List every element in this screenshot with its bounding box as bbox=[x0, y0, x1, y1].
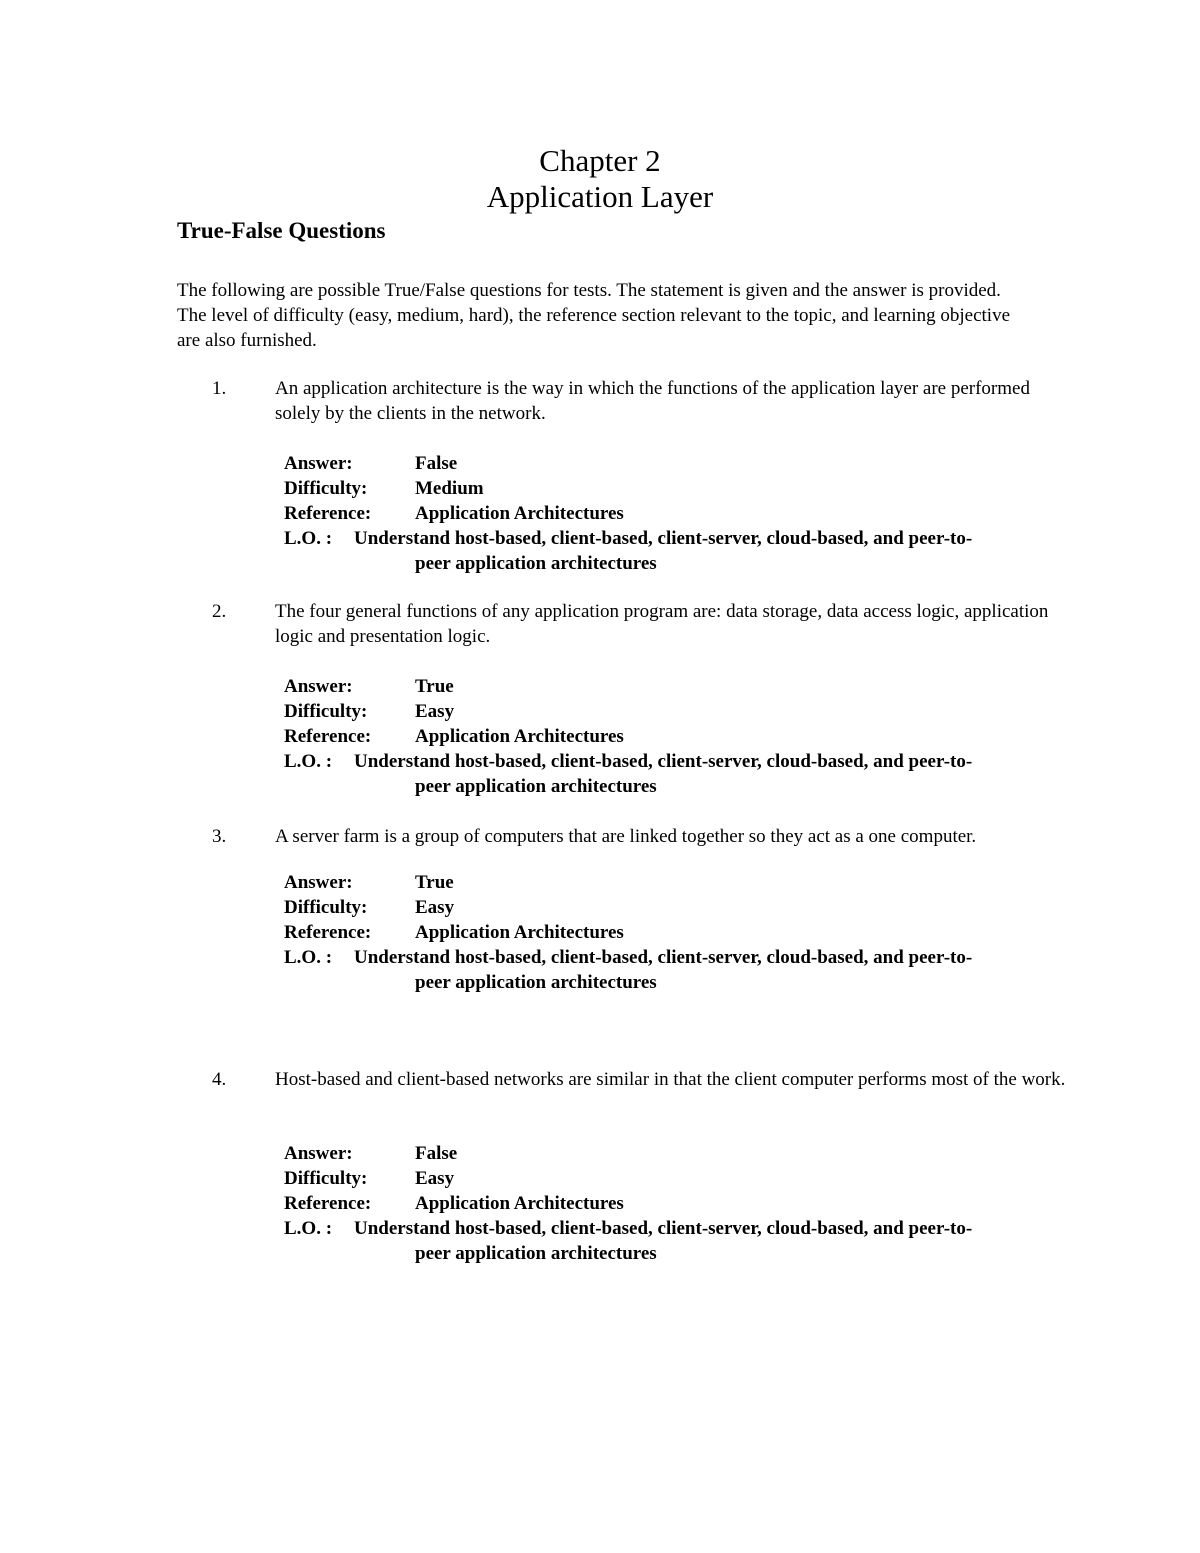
question-number: 4. bbox=[212, 1069, 227, 1090]
reference-row bbox=[284, 501, 1084, 526]
reference-label: Reference: bbox=[284, 503, 372, 524]
lo-row bbox=[284, 749, 1084, 799]
reference-label: Reference: bbox=[284, 1193, 372, 1214]
reference-label: Reference: bbox=[284, 726, 372, 747]
lo-value-line2: peer application architectures bbox=[415, 776, 657, 797]
answer-value: True bbox=[415, 872, 454, 893]
answer-row bbox=[284, 870, 1084, 895]
question-meta bbox=[284, 870, 1084, 995]
chapter-number: Chapter 2 bbox=[539, 143, 661, 178]
difficulty-value: Easy bbox=[415, 897, 455, 918]
answer-label: Answer: bbox=[284, 676, 353, 697]
lo-label: L.O. : bbox=[284, 1218, 333, 1239]
reference-value: Application Architectures bbox=[415, 922, 624, 943]
difficulty-label: Difficulty: bbox=[284, 701, 368, 722]
lo-value-line1: Understand host-based, client-based, client-server, cloud-based, and peer-to- bbox=[354, 947, 973, 968]
difficulty-label: Difficulty: bbox=[284, 478, 368, 499]
chapter-title: Application Layer bbox=[486, 179, 714, 214]
question-text: The four general functions of any application program are: data storage, data access logic, application logic and presentation logic. bbox=[275, 601, 1049, 647]
reference-row bbox=[284, 1191, 1084, 1216]
question-text: An application architecture is the way in which the functions of the application layer are performed solely by the clients in the network. bbox=[275, 378, 1030, 424]
reference-value: Application Architectures bbox=[415, 726, 624, 747]
lo-label: L.O. : bbox=[284, 947, 333, 968]
answer-row bbox=[284, 1141, 1084, 1166]
answer-row bbox=[284, 674, 1084, 699]
answer-label: Answer: bbox=[284, 1143, 353, 1164]
lo-row bbox=[284, 945, 1084, 995]
lo-label: L.O. : bbox=[284, 751, 333, 772]
difficulty-label: Difficulty: bbox=[284, 897, 368, 918]
answer-value: False bbox=[415, 453, 458, 474]
question-number: 3. bbox=[212, 826, 227, 847]
difficulty-row bbox=[284, 895, 1084, 920]
answer-label: Answer: bbox=[284, 453, 353, 474]
question-meta bbox=[284, 451, 1084, 576]
difficulty-value: Easy bbox=[415, 701, 455, 722]
difficulty-value: Medium bbox=[415, 478, 484, 499]
difficulty-row bbox=[284, 699, 1084, 724]
lo-value-line1: Understand host-based, client-based, client-server, cloud-based, and peer-to- bbox=[354, 528, 973, 549]
question-meta bbox=[284, 674, 1084, 799]
difficulty-row bbox=[284, 1166, 1084, 1191]
reference-row bbox=[284, 920, 1084, 945]
difficulty-value: Easy bbox=[415, 1168, 455, 1189]
lo-label: L.O. : bbox=[284, 528, 333, 549]
reference-value: Application Architectures bbox=[415, 1193, 624, 1214]
answer-label: Answer: bbox=[284, 872, 353, 893]
lo-row bbox=[284, 526, 1084, 576]
intro-paragraph: The following are possible True/False questions for tests. The statement is given and the answer is provided. The level of difficulty (easy, medium, hard), the reference section relevant to the topic, and learning objective are also furnished. bbox=[177, 280, 1011, 351]
lo-value-line1: Understand host-based, client-based, client-server, cloud-based, and peer-to- bbox=[354, 1218, 973, 1239]
lo-value-line2: peer application architectures bbox=[415, 1243, 657, 1264]
question-text: A server farm is a group of computers that are linked together so they act as a one computer. bbox=[275, 826, 977, 847]
answer-value: False bbox=[415, 1143, 458, 1164]
lo-value-line2: peer application architectures bbox=[415, 553, 657, 574]
answer-row bbox=[284, 451, 1084, 476]
question-meta bbox=[284, 1141, 1084, 1266]
difficulty-row bbox=[284, 476, 1084, 501]
question-number: 2. bbox=[212, 601, 227, 622]
lo-row bbox=[284, 1216, 1084, 1266]
reference-value: Application Architectures bbox=[415, 503, 624, 524]
reference-row bbox=[284, 724, 1084, 749]
lo-value-line2: peer application architectures bbox=[415, 972, 657, 993]
answer-value: True bbox=[415, 676, 454, 697]
question-number: 1. bbox=[212, 378, 227, 399]
lo-value-line1: Understand host-based, client-based, client-server, cloud-based, and peer-to- bbox=[354, 751, 973, 772]
reference-label: Reference: bbox=[284, 922, 372, 943]
difficulty-label: Difficulty: bbox=[284, 1168, 368, 1189]
section-heading: True-False Questions bbox=[177, 218, 386, 243]
question-text: Host-based and client-based networks are similar in that the client computer performs most of the work. bbox=[275, 1069, 1066, 1090]
